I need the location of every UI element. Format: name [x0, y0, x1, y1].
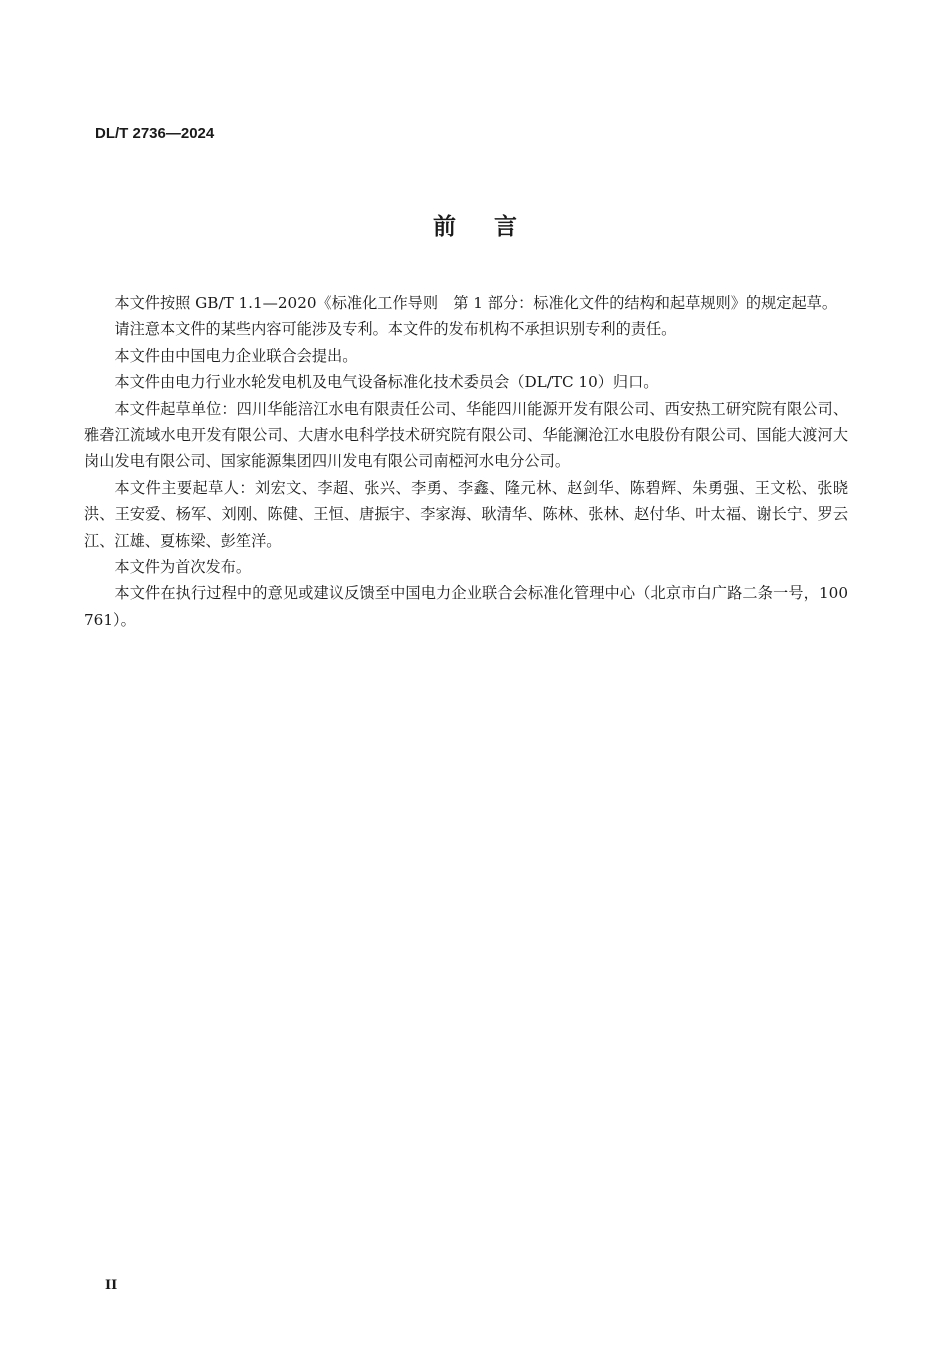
page-title: 前言	[433, 214, 555, 240]
paragraph-drafting-organizations: 本文件起草单位：四川华能涪江水电有限责任公司、华能四川能源开发有限公司、西安热工研究院有限公司、雅砻江流域水电开发有限公司、大唐水电科学技术研究院有限公司、华能澜沧江水电股份有限公司、国能大渡河大岗山发电有限公司、国家能源集团四川发电有限公司南椏河水电分公司。	[84, 399, 848, 471]
page-number: II	[105, 1278, 118, 1293]
document-code: DL/T 2736—2024	[95, 125, 215, 142]
paragraph-first-release: 本文件为首次发布。	[114, 558, 252, 577]
paragraph-technical-committee: 本文件由电力行业水轮发电机及电气设备标准化技术委员会（DL/TC 10）归口。	[114, 373, 659, 392]
paragraph-feedback-contact: 本文件在执行过程中的意见或建议反馈至中国电力企业联合会标准化管理中心（北京市白广路二条一号，100761）。	[84, 584, 848, 629]
preface-body	[84, 290, 848, 633]
paragraph-drafting-rules: 本文件按照 GB/T 1.1—2020《标准化工作导则 第 1 部分：标准化文件的结构和起草规则》的规定起草。	[114, 294, 838, 312]
paragraph-main-drafters: 本文件主要起草人：刘宏文、李超、张兴、李勇、李鑫、隆元林、赵剑华、陈碧辉、朱勇强、王文松、张晓洪、王安爱、杨军、刘刚、陈健、王恒、唐振宇、李家海、耿清华、陈林、张林、赵付华、叶太福、谢长宁、罗云江、江雄、夏栋梁、彭笙洋。	[84, 478, 848, 550]
paragraph-proposer: 本文件由中国电力企业联合会提出。	[114, 346, 358, 365]
paragraph-patent-notice: 请注意本文件的某些内容可能涉及专利。本文件的发布机构不承担识别专利的责任。	[114, 320, 677, 339]
